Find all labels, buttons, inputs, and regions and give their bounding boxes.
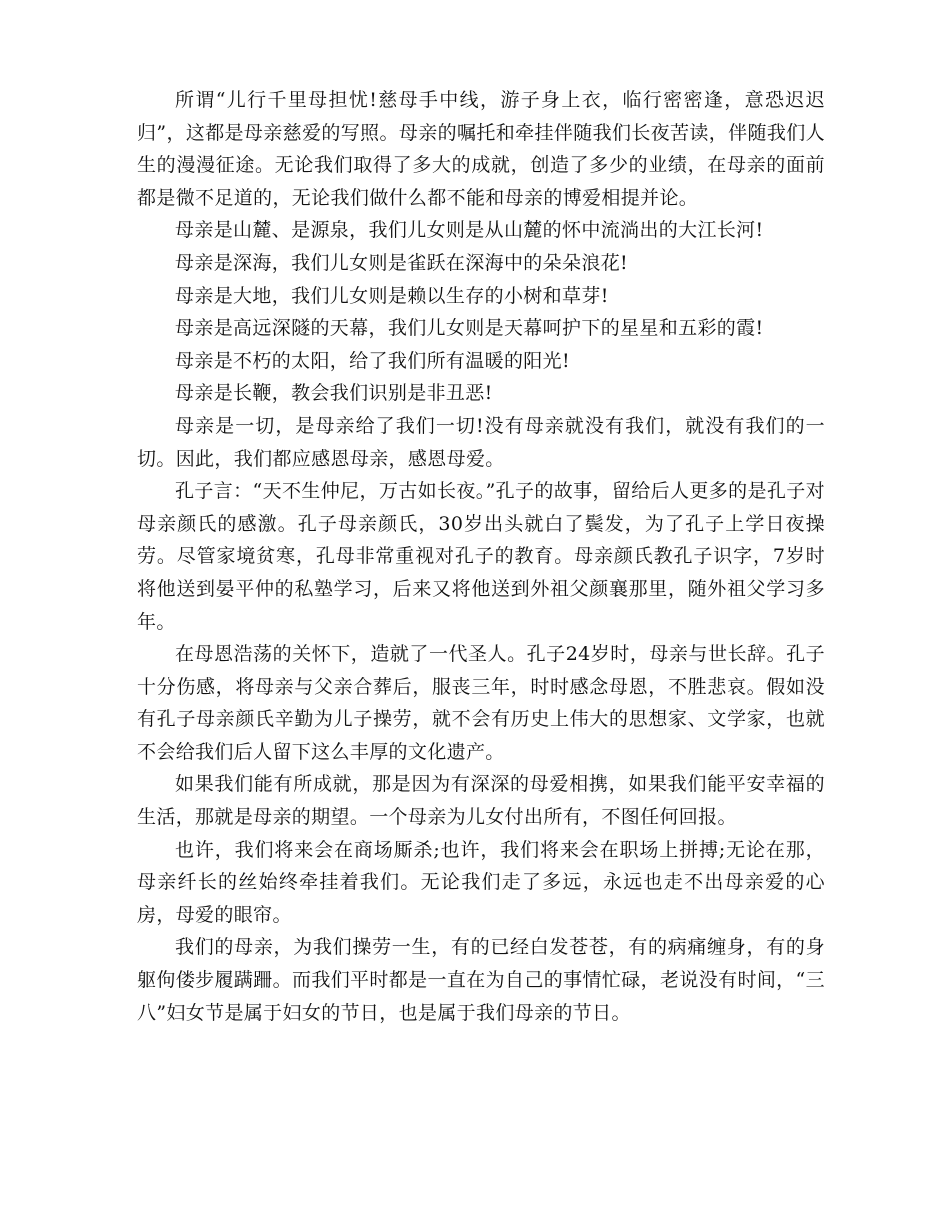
paragraph-12: 也许，我们将来会在商场厮杀;也许，我们将来会在职场上拼搏;无论在那，母亲纤长的丝始终牵挂着我们。无论我们走了多远，永远也走不出母亲爱的心房，母爱的眼帘。 (137, 838, 825, 926)
paragraph-2: 母亲是山麓、是源泉，我们儿女则是从山麓的怀中流淌出的大江长河! (175, 219, 764, 242)
paragraph-3: 母亲是深海，我们儿女则是雀跃在深海中的朵朵浪花! (175, 251, 629, 274)
paragraph-4: 母亲是大地，我们儿女则是赖以生存的小树和草芽! (175, 284, 609, 307)
paragraph-5: 母亲是高远深隧的天幕，我们儿女则是天幕呵护下的星星和五彩的霞! (175, 317, 764, 340)
paragraph-7: 母亲是长鞭，教会我们识别是非丑恶! (175, 382, 493, 405)
paragraph-10: 在母恩浩荡的关怀下，造就了一代圣人。孔子24岁时，母亲与世长辞。孔子十分伤感，将母亲与父亲合葬后，服丧三年，时时感念母恩，不胜悲哀。假如没有孔子母亲颜氏辛勤为儿子操劳，就不会有历史上伟大的思想家、文学家，也就不会给我们后人留下这么丰厚的文化遗产。 (137, 643, 825, 763)
document-body (137, 84, 825, 1029)
paragraph-1: 所谓“儿行千里母担忧!慈母手中线，游子身上衣，临行密密逢，意恐迟迟归”，这都是母亲慈爱的写照。母亲的嘱托和牵挂伴随我们长夜苦读，伴随我们人生的漫漫征途。无论我们取得了多大的成就，创造了多少的业绩，在母亲的面前都是微不足道的，无论我们做什么都不能和母亲的博爱相提并论。 (137, 89, 825, 209)
paragraph-6: 母亲是不朽的太阳，给了我们所有温暖的阳光! (175, 349, 570, 372)
paragraph-9: 孔子言：“天不生仲尼，万古如长夜。”孔子的故事，留给后人更多的是孔子对母亲颜氏的感激。孔子母亲颜氏，30岁出头就白了鬓发，为了孔子上学日夜操劳。尽管家境贫寒，孔母非常重视对孔子的教育。母亲颜氏教孔子识字，7岁时将他送到晏平仲的私塾学习，后来又将他送到外祖父颜襄那里，随外祖父学习多年。 (137, 480, 825, 633)
paragraph-8: 母亲是一切，是母亲给了我们一切!没有母亲就没有我们，就没有我们的一切。因此，我们都应感恩母亲，感恩母爱。 (137, 414, 825, 470)
paragraph-13: 我们的母亲，为我们操劳一生，有的已经白发苍苍，有的病痛缠身，有的身躯佝偻步履蹒跚。而我们平时都是一直在为自己的事情忙碌，老说没有时间，“三八”妇女节是属于妇女的节日，也是属于我们母亲的节日。 (137, 936, 825, 1024)
paragraph-11: 如果我们能有所成就，那是因为有深深的母爱相携，如果我们能平安幸福的生活，那就是母亲的期望。一个母亲为儿女付出所有，不图任何回报。 (137, 773, 825, 829)
